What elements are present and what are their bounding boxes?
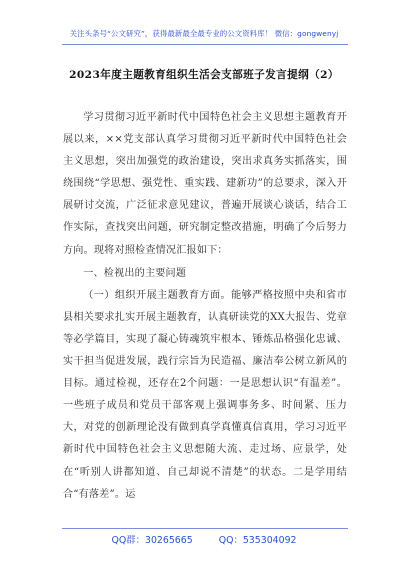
body-paragraph: （一）组织开展主题教育方面。能够严格按照中央和省市县相关要求扎实开展主题教育，认真研读党的XX大报告、党章等必学篇目，实现了凝心铸魂筑牢根本、锤炼品格强化忠诚、实干担当促进发展，践行宗旨为民造福、廉洁奉公树立新风的目标。通过检视，还存在2个问题：一是思想认识“有温差”。一些班子成员和党员干部客观上强调事务多、时间紧、压力大，对党的创新理论没有做到真学真懂真信真用，学习习近平新时代中国特色社会主义思想随大流、走过场、应景学，处在“听别人讲都知道、自己却说不清楚”的状态。二是学用结合“有落差”。运 <box>63 289 347 500</box>
footer-qq: QQ：535304092 <box>218 535 297 546</box>
footer-contact <box>0 532 408 546</box>
footer-divider <box>62 528 348 529</box>
header-banner: 关注头条号“公文研究”，获得最新最全最专业的公文资料库！ 微信：gongwenyj <box>69 29 339 38</box>
footer-qq-group: QQ群：30265665 <box>111 535 193 546</box>
document-title: 2023年度主题教育组织生活会支部班子发言提纲（2） <box>69 69 339 81</box>
header-divider <box>62 44 348 45</box>
intro-paragraph: 学习贯彻习近平新时代中国特色社会主义思想主题教育开展以来，××党支部认真学习贯彻习近平新时代中国特色社会主义思想，突出加强党的政治建设，突出求真务实抓落实，围绕围绕“学思想、强党性、重实践、建新功”的总要求，深入开展研讨交流，广泛征求意见建议，普遍开展谈心谈话，结合工作实际，查找突出问题，研究制定整改措施，明确了今后努力方向。现将对照检查情况汇报如下： <box>63 112 347 256</box>
document-body <box>63 107 347 506</box>
section-heading: 一、检视出的主要问题 <box>83 267 187 279</box>
